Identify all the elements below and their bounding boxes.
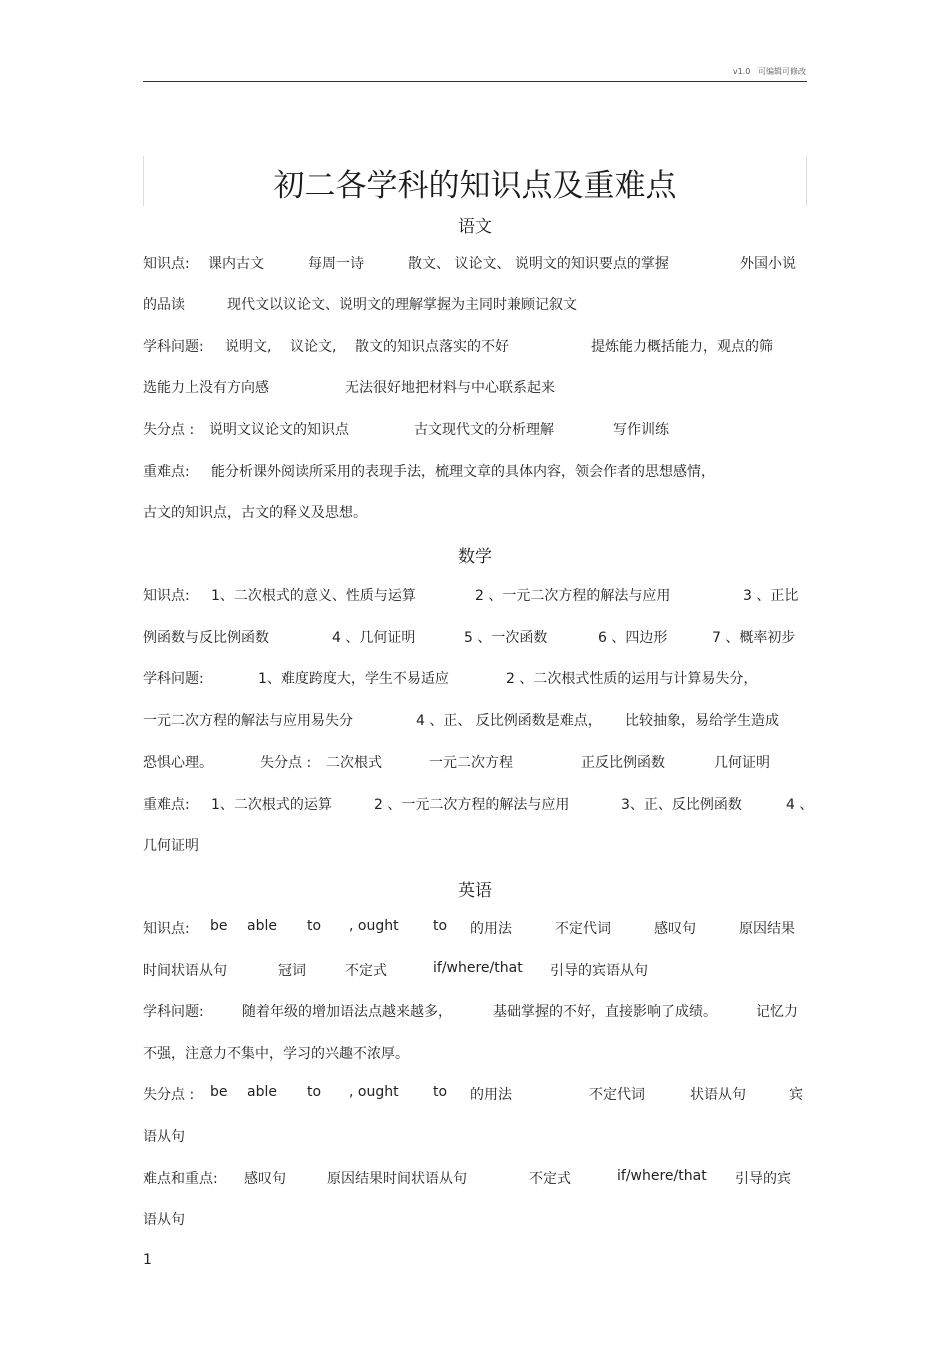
text-segment: be bbox=[210, 918, 228, 934]
text-segment: if/where/that bbox=[433, 960, 523, 976]
math-label-problems: 学科问题: bbox=[143, 671, 204, 687]
text-segment: 3、正、反比例函数 bbox=[621, 797, 742, 813]
english-label-knowledge: 知识点: bbox=[143, 921, 190, 937]
text-segment: 散文的知识点落实的不好 bbox=[355, 339, 509, 355]
math-label-lost-points: 失分点 : bbox=[260, 755, 312, 771]
text-segment: able bbox=[247, 918, 277, 934]
document-title: 初二各学科的知识点及重难点 bbox=[273, 168, 677, 204]
text-segment: 状语从句 bbox=[690, 1087, 746, 1103]
text-segment: 外国小说 bbox=[740, 256, 796, 272]
text-segment: 6 、四边形 bbox=[598, 630, 668, 646]
text-segment: 7 、概率初步 bbox=[712, 630, 796, 646]
text-segment: 语从句 bbox=[143, 1212, 185, 1228]
text-segment: able bbox=[247, 1084, 277, 1100]
text-segment: 2 、一元二次方程的解法与应用 bbox=[374, 797, 570, 813]
math-label-knowledge: 知识点: bbox=[143, 588, 190, 604]
text-segment: 4 、几何证明 bbox=[332, 630, 416, 646]
header-rule bbox=[143, 81, 807, 82]
text-segment: 不定代词 bbox=[589, 1087, 645, 1103]
text-segment: 每周一诗 bbox=[308, 256, 364, 272]
chinese-label-key-difficulties: 重难点: bbox=[143, 464, 190, 480]
text-segment: , ought bbox=[349, 1084, 399, 1100]
text-segment: 例函数与反比例函数 bbox=[143, 630, 269, 646]
text-segment: 基础掌握的不好，直接影响了成绩。 bbox=[493, 1004, 717, 1020]
text-segment: 不定式 bbox=[345, 963, 387, 979]
text-segment: 引导的宾语从句 bbox=[550, 963, 648, 979]
text-segment: 能分析课外阅读所采用的表现手法，梳理文章的具体内容，领会作者的思想感情， bbox=[211, 464, 715, 480]
text-segment: to bbox=[307, 1084, 322, 1100]
text-segment: 无法很好地把材料与中心联系起来 bbox=[345, 380, 555, 396]
chinese-label-problems: 学科问题: bbox=[143, 339, 204, 355]
header-version: v1.0 bbox=[732, 67, 751, 76]
text-segment: 古文现代文的分析理解 bbox=[414, 422, 554, 438]
text-segment: 的用法 bbox=[470, 1087, 512, 1103]
text-segment: be bbox=[210, 1084, 228, 1100]
text-segment: 说明文, bbox=[225, 339, 272, 355]
english-label-key-difficulties: 难点和重点: bbox=[143, 1171, 218, 1187]
text-segment: 不定代词 bbox=[555, 921, 611, 937]
text-segment: if/where/that bbox=[617, 1168, 707, 1184]
text-segment: 恐惧心理。 bbox=[143, 755, 213, 771]
text-segment: 引导的宾 bbox=[735, 1171, 791, 1187]
text-segment: 现代文以议论文、说明文的理解掌握为主同时兼顾记叙文 bbox=[227, 297, 577, 313]
text-segment: 感叹句 bbox=[244, 1171, 286, 1187]
text-segment: 宾 bbox=[789, 1087, 803, 1103]
text-segment: 几何证明 bbox=[714, 755, 770, 771]
text-segment: 选能力上没有方向感 bbox=[143, 380, 269, 396]
text-segment: 课内古文 bbox=[208, 256, 264, 272]
text-segment: 一元二次方程 bbox=[429, 755, 513, 771]
chinese-label-knowledge: 知识点: bbox=[143, 256, 190, 272]
chinese-label-lost-points: 失分点 : bbox=[143, 422, 195, 438]
text-segment: 的用法 bbox=[470, 921, 512, 937]
text-segment: 不强，注意力不集中，学习的兴趣不浓厚。 bbox=[143, 1046, 409, 1062]
text-segment: 二次根式 bbox=[326, 755, 382, 771]
text-segment: 语从句 bbox=[143, 1129, 185, 1145]
text-segment: 1、难度跨度大，学生不易适应 bbox=[258, 671, 449, 687]
header-text bbox=[700, 66, 806, 77]
text-segment: 比较抽象，易给学生造成 bbox=[625, 713, 779, 729]
text-segment: 4 、正、 反比例函数是难点， bbox=[416, 713, 602, 729]
text-segment: 几何证明 bbox=[143, 838, 199, 854]
header-note: 可编辑可修改 bbox=[758, 67, 806, 76]
text-segment: 提炼能力概括能力，观点的筛 bbox=[591, 339, 773, 355]
text-segment: 散文、 议论文、 说明文的知识要点的掌握 bbox=[408, 256, 669, 272]
text-segment: 的品读 bbox=[143, 297, 185, 313]
text-segment: 古文的知识点，古文的释义及思想。 bbox=[143, 505, 367, 521]
text-segment: 4 、 bbox=[786, 797, 814, 813]
english-label-lost-points: 失分点 : bbox=[143, 1087, 195, 1103]
text-segment: to bbox=[433, 918, 448, 934]
text-segment: 随着年级的增加语法点越来越多， bbox=[242, 1004, 452, 1020]
text-segment: 原因结果时间状语从句 bbox=[327, 1171, 467, 1187]
text-segment: 2 、一元二次方程的解法与应用 bbox=[475, 588, 671, 604]
text-segment: 冠词 bbox=[278, 963, 306, 979]
text-segment: 正反比例函数 bbox=[581, 755, 665, 771]
text-segment: 原因结果 bbox=[739, 921, 795, 937]
text-segment: , ought bbox=[349, 918, 399, 934]
text-segment: to bbox=[307, 918, 322, 934]
text-segment: 不定式 bbox=[529, 1171, 571, 1187]
text-segment: to bbox=[433, 1084, 448, 1100]
text-segment: 写作训练 bbox=[613, 422, 669, 438]
text-segment: 2 、二次根式性质的运用与计算易失分， bbox=[506, 671, 758, 687]
section-heading-math: 数学 bbox=[458, 547, 492, 567]
section-heading-chinese: 语文 bbox=[458, 217, 492, 237]
section-heading-english: 英语 bbox=[458, 881, 492, 901]
text-segment: 3 、正比 bbox=[743, 588, 799, 604]
text-segment: 一元二次方程的解法与应用易失分 bbox=[143, 713, 353, 729]
text-segment: 议论文, bbox=[290, 339, 337, 355]
text-segment: 5 、一次函数 bbox=[464, 630, 548, 646]
text-segment: 感叹句 bbox=[654, 921, 696, 937]
text-segment: 1、二次根式的意义、性质与运算 bbox=[211, 588, 416, 604]
page-number: 1 bbox=[143, 1252, 152, 1268]
text-segment: 时间状语从句 bbox=[143, 963, 227, 979]
text-segment: 说明文议论文的知识点 bbox=[209, 422, 349, 438]
english-label-problems: 学科问题: bbox=[143, 1004, 204, 1020]
math-label-key-difficulties: 重难点: bbox=[143, 797, 190, 813]
text-segment: 记忆力 bbox=[756, 1004, 798, 1020]
text-segment: 1、二次根式的运算 bbox=[211, 797, 332, 813]
